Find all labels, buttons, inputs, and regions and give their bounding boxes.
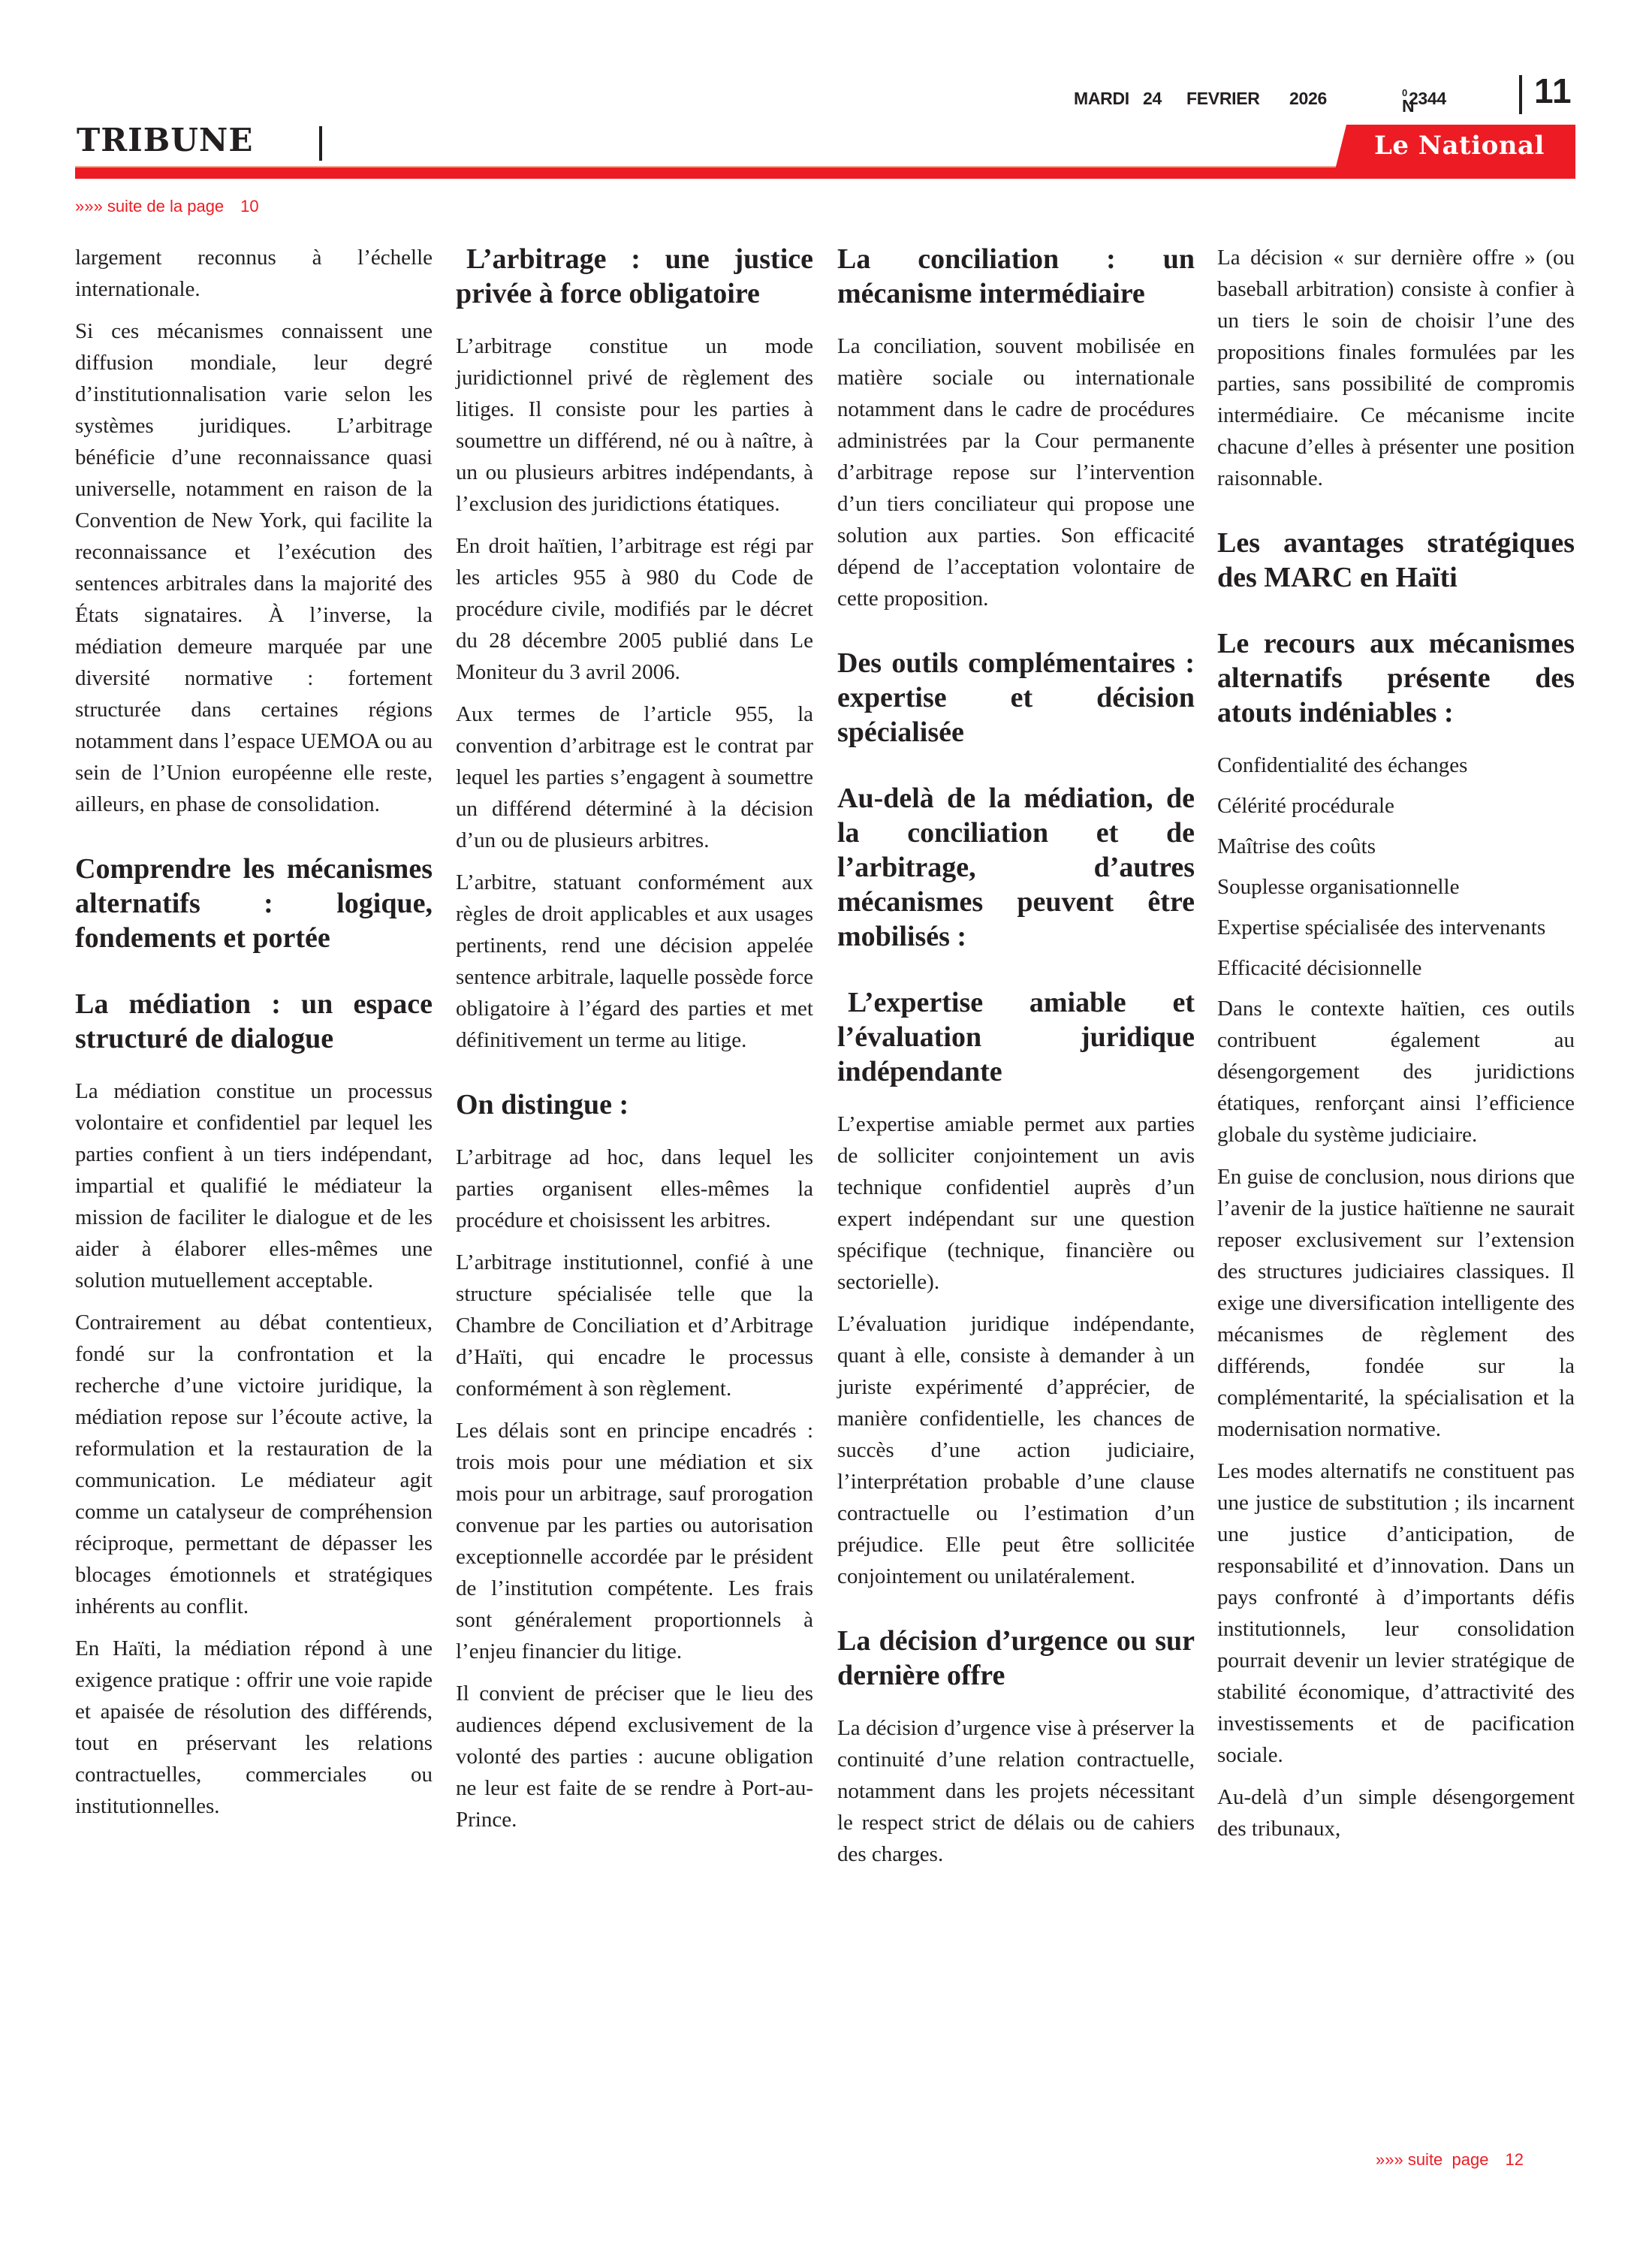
article-column-2 [456,242,813,1846]
page-number: 11 [1534,71,1572,110]
paragraph: Les délais sont en principe encadrés : trois mois pour une médiation et six mois pour un arbitrage, sauf prorogation convenue par les parties ou autorisation exceptionnelle accordée par le président de l’institution compétente. Les frais sont généralement proportionnels à l’enjeu financier du litige. [456,1419,813,1663]
paragraph: L’expertise amiable permet aux parties de solliciter conjointement un avis technique confidentiel auprès d’un expert indépendant sur une question spécifique (technique, financière ou sectorielle). [837,1112,1195,1294]
continued-on-link[interactable] [1376,2150,1524,2170]
paragraph: En Haïti, la médiation répond à une exigence pratique : offrir une voie rapide et apaisée de résolution des différends, tout en préservant les relations contractuelles, commerciales ou institutionnelles. [75,1636,433,1818]
month-label: FEVRIER [1186,89,1260,108]
paragraph: Contrairement au débat contentieux, fondé sur la confrontation et la recherche d’une victoire juridique, la médiation repose sur l’écoute active, la reformulation et la restauration de la communication. Le médiateur agit comme un catalyseur de compréhension réciproque, permettant de dépasser les blocages émotionnels et stratégiques inhérents au conflit. [75,1310,433,1618]
article-column-3 [837,242,1195,1881]
list-item: Efficacité décisionnelle [1217,956,1422,980]
paragraph: largement reconnus à l’échelle internationale. [75,246,433,301]
paragraph: En droit haïtien, l’arbitrage est régi par les articles 955 à 980 du Code de procédure civile, modifiés par le décret du 28 décembre 2005 publié dans Le Moniteur du 3 avril 2006. [456,534,813,684]
paragraph: La décision d’urgence vise à préserver la continuité d’une relation contractuelle, notamment dans les projets nécessitant le respect strict de délais ou de cahiers des charges. [837,1716,1195,1866]
section-divider [319,126,322,161]
paragraph: L’arbitrage institutionnel, confié à une structure spécialisée telle que la Chambre de Conciliation et d’Arbitrage d’Haïti, qui encadre le processus conformément à son règlement. [456,1250,813,1401]
issue-value: 2344 [1408,89,1446,108]
paragraph: L’arbitre, statuant conformément aux règles de droit applicables et aux usages pertinents, rend une décision appelée sentence arbitrale, laquelle possède force obligatoire à l’égard des parties et met définitivement un terme au litige. [456,870,813,1052]
subheading: La décision d’urgence ou sur dernière offre [837,1625,1195,1691]
subheading: La conciliation : un mécanisme intermédiaire [837,243,1195,309]
subheading: Au-delà de la médiation, de la conciliation et de l’arbitrage, d’autres mécanismes peuvent être mobilisés : [837,783,1195,952]
list-item: Célérité procédurale [1217,794,1394,818]
continued-from-link[interactable] [75,197,259,216]
issue-prefix: N [1402,96,1415,116]
issue-superscript: 0 [1402,87,1407,98]
issue-number [1402,87,1446,116]
continued-from-label: »»» suite de la page [75,197,225,216]
subheading: L’arbitrage : une justice privée à force obligatoire [456,243,813,309]
list-item: Expertise spécialisée des intervenants [1217,915,1546,940]
paragraph: L’arbitrage ad hoc, dans lequel les parties organisent elles-mêmes la procédure et choisissent les arbitres. [456,1145,813,1232]
dateline [1074,81,1539,116]
continued-on-label: »»» suite page [1376,2150,1489,2169]
paragraph: La médiation constitue un processus volontaire et confidentiel par lequel les parties confient à un tiers indépendant, impartial et qualifié le médiateur la mission de faciliter le dialogue et de les aider à élaborer elles-mêmes une solution mutuellement acceptable. [75,1079,433,1292]
subheading: L’expertise amiable et l’évaluation juridique indépendante [837,987,1195,1087]
list-item: Maîtrise des coûts [1217,834,1376,858]
paragraph: Au-delà d’un simple désengorgement des tribunaux, [1217,1785,1575,1841]
paragraph: Si ces mécanismes connaissent une diffusion mondiale, leur degré d’institutionnalisation varie selon les systèmes juridiques. L’arbitrage bénéficie d’une reconnaissance quasi universelle, notamment en raison de la Convention de New York, qui facilite la reconnaissance et l’exécution des sentences arbitrales dans la majorité des États signataires. À l’inverse, la médiation demeure marquée par une diversité normative : fortement structurée dans certaines régions notamment dans l’espace UEMOA ou au sein de l’Union européenne elle reste, ailleurs, en phase de consolidation. [75,319,433,816]
subheading: On distingue : [456,1089,629,1120]
list-item: Souplesse organisationnelle [1217,875,1460,899]
continued-from-page: 10 [240,197,259,216]
year-label: 2026 [1289,89,1327,108]
paragraph: En guise de conclusion, nous dirions que l’avenir de la justice haïtienne ne saurait reposer exclusivement sur l’extension des structures judiciaires classiques. Il exige une diversification intelligente des mécanismes de règlement des différends, fondée sur la complémentarité, la spécialisation et la modernisation normative. [1217,1165,1575,1441]
brand-name: Le National [1374,131,1545,161]
list-item: Confidentialité des échanges [1217,753,1468,777]
continued-on-page: 12 [1505,2150,1524,2169]
date-number: 24 [1143,89,1162,108]
subheading: La médiation : un espace structuré de dialogue [75,988,433,1054]
paragraph: L’arbitrage constitue un mode juridictionnel privé de règlement des litiges. Il consiste pour les parties à soumettre un différend, né ou à naître, à un ou plusieurs arbitres indépendants, à l’exclusion des juridictions étatiques. [456,334,813,516]
subheading: Les avantages stratégiques des MARC en Haïti [1217,527,1575,593]
subheading: Des outils complémentaires : expertise et décision spécialisée [837,647,1195,748]
paragraph: La décision « sur dernière offre » (ou baseball arbitration) consiste à confier à un tiers le soin de choisir l’une des propositions finales formulées par les parties, sans possibilité de compromis intermédiaire. Ce mécanisme incite chacune d’elles à présenter une position raisonnable. [1217,246,1575,490]
section-title: TRIBUNE [77,122,254,158]
paragraph: La conciliation, souvent mobilisée en matière sociale ou internationale notamment dans le cadre de procédures administrées par la Cour permanente d’arbitrage repose sur l’intervention d’un tiers conciliateur qui propose une solution aux parties. Son efficacité dépend de l’acceptation volontaire de cette proposition. [837,334,1195,611]
paragraph: L’évaluation juridique indépendante, quant à elle, consiste à demander à un juriste expérimenté d’apprécier, de manière confidentielle, les chances de succès d’une action judiciaire, l’interprétation probable d’une clause contractuelle ou l’estimation d’un préjudice. Elle peut être sollicitée conjointement ou unilatéralement. [837,1312,1195,1588]
advantages-list [1217,749,1575,984]
article-column-4 [1217,242,1575,1855]
day-label: MARDI [1074,89,1129,108]
paragraph: Aux termes de l’article 955, la convention d’arbitrage est le contrat par lequel les parties s’engagent à soumettre un différend déterminé à la décision d’un ou de plusieurs arbitres. [456,702,813,852]
article-column-1 [75,242,433,1832]
page-number-divider [1519,75,1522,114]
paragraph: Dans le contexte haïtien, ces outils contribuent également au désengorgement des juridictions étatiques, renforçant ainsi l’efficience globale du système judiciaire. [1217,997,1575,1147]
subheading: Le recours aux mécanismes alternatifs présente des atouts indéniables : [1217,628,1575,728]
paragraph: Il convient de préciser que le lieu des audiences dépend exclusivement de la volonté des parties : aucune obligation ne leur est faite de se rendre à Port-au-Prince. [456,1681,813,1832]
paragraph: Les modes alternatifs ne constituent pas une justice de substitution ; ils incarnent une justice d’anticipation, de responsabilité et d’innovation. Dans un pays confronté à d’importants défis institutionnels, leur consolidation pourrait devenir un levier stratégique de stabilité économique, d’attractivité des investissements et de pacification sociale. [1217,1459,1575,1767]
subheading: Comprendre les mécanismes alternatifs : logique, fondements et portée [75,853,433,954]
